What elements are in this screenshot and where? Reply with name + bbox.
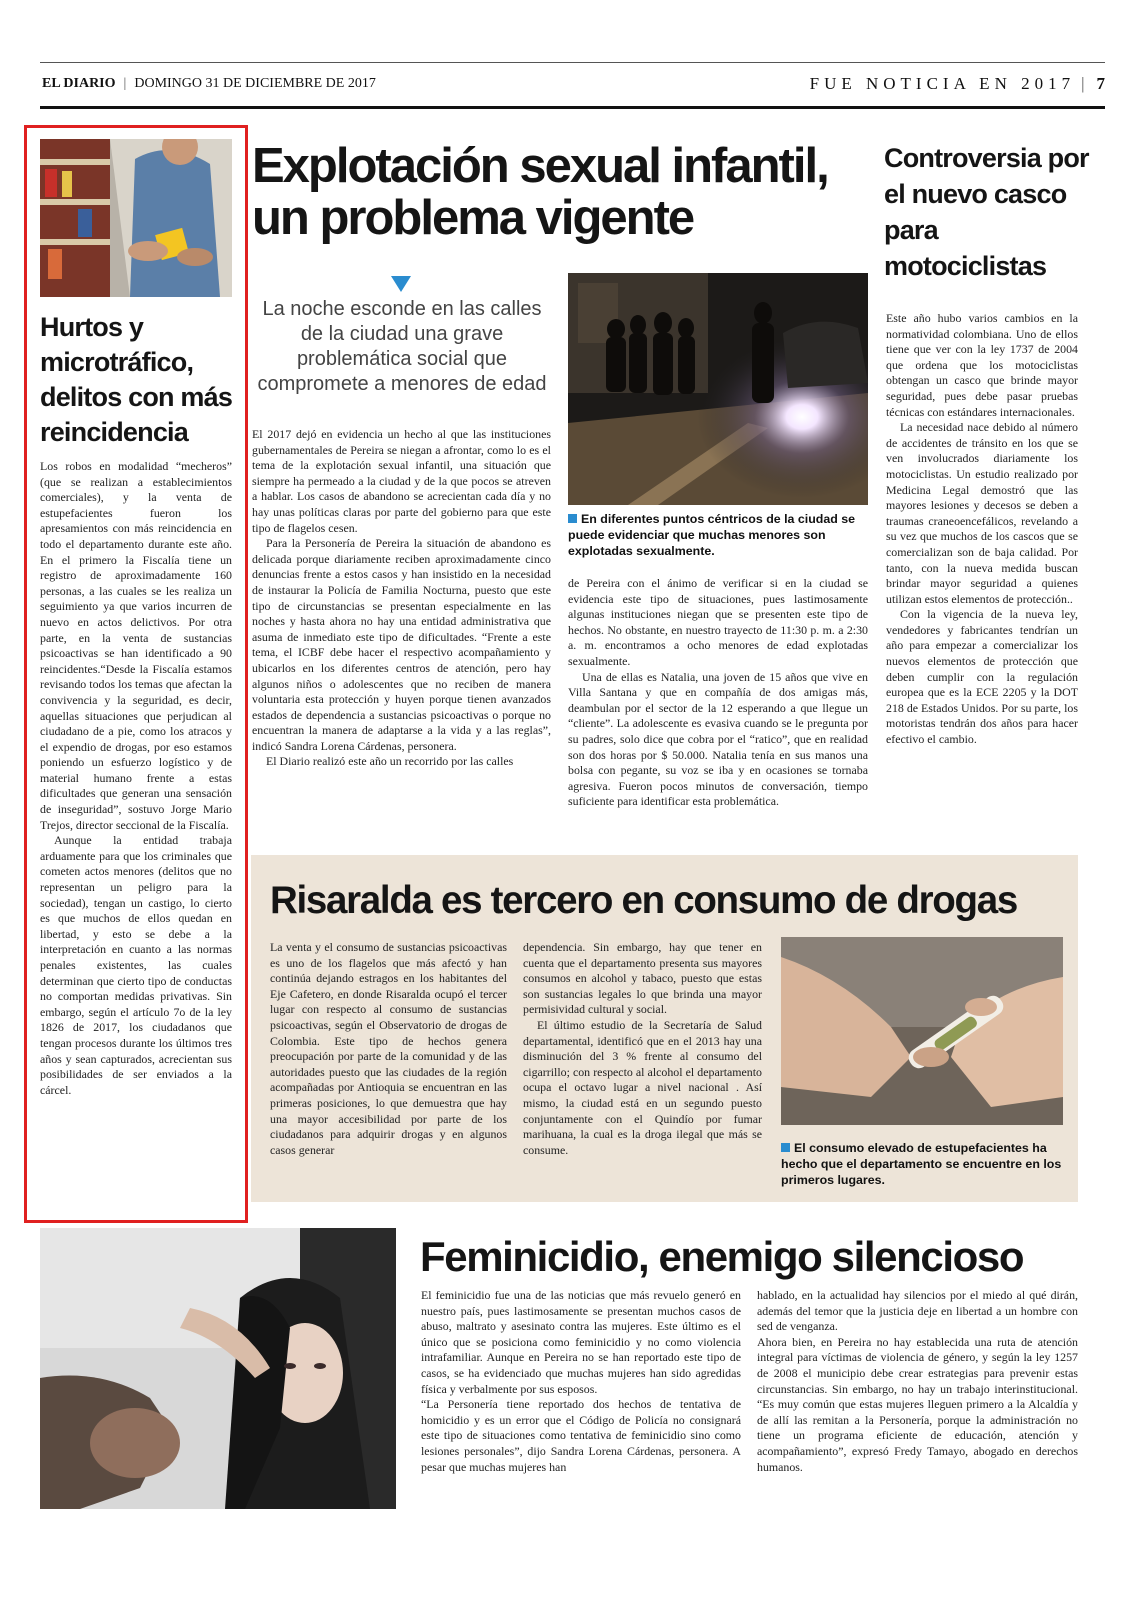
masthead-rule-bottom	[40, 106, 1105, 109]
feminicidio-paragraph-4: Ahora bien, en Pereira no hay establecida una ruta de atención integral para víctimas de violencia de género, y según la ley 1257 de 2008 el municipio debe crear estrategias para prevenir estas circunstancias. Sin embargo, no hay un trabajo interinstitucional. “Es muy común que estas mujeres lleguen primero a la Alcaldía y de allí las remitan a la Personería, porque la administración no tiene un programa eficiente de educación, atención y acompañamiento”, expresó Fredy Tamayo, abogado en derechos humanos.	[757, 1334, 1078, 1474]
issue-date: DOMINGO 31 DE DICIEMBRE DE 2017	[134, 76, 376, 91]
casco-body	[886, 311, 1078, 748]
violence-photo	[40, 1228, 396, 1509]
feminicidio-column-2	[757, 1288, 1078, 1475]
explotacion-paragraph-2: Para la Personería de Pereira la situación de abandono es delicada porque diariamente reciben aproximadamente cinco denuncias frente a estos casos y han insistido en la necesidad de instaurar la Policía de Familia Nocturna, puesto que este tipo de circunstancias se presentan especialmente en las noches y hasta ahora no hay una entidad administrativa que asuma de inmediato este tipo de dificultades. “Frente a este tema, el ICBF debe hacer el respectivo acompañamiento y ubicarlos en los diferentes centros de atención, pero hay algunos niños o adolescentes que no reciben de manera voluntaria esta protección y huyen porque tienen avanzados estados de dependencia a sustancias psicoactivas o porque no encuentran la manera de adaptarse a la vida y a las reglas”, indicó Sandra Lorena Cárdenas, personera.	[252, 536, 551, 753]
shoplifting-photo	[40, 139, 232, 297]
casco-paragraph-2: La necesidad nace debido al número de accidentes de tránsito en los que se ven involucrados diariamente los motociclistas. Un estudio realizado por Medicina Legal demostró que las mayores lesiones y decesos se deben a traumas craneoencefálicos, revelando a su vez que muchos de los cascos que se comercializan son de baja calidad. Por tanto, con la nueva medida buscan brindar mayor seguridad a quienes utilizan estos elementos de protección..	[886, 420, 1078, 606]
risaralda-paragraph-3: El último estudio de la Secretaría de Salud departamental, identificó que en el 2013 hay una disminución del 3 % frente al consumo del cigarrillo; con respecto al alcohol el departamento ocupa el octavo lugar a nivel nacional . Así mismo, la ciudad está en un segundo puesto conjuntamente con el Quindío por fumar marihuana, la cual es la droga ilegal que más se consume.	[523, 1017, 762, 1157]
risaralda-paragraph-1: La venta y el consumo de sustancias psicoactivas es uno de los flagelos que más afectó y han continúa dejando estragos en los habitantes del Eje Cafetero, en donde Risaralda ocupó el tercer lugar con respecto al consumo de sustancias psicoactivas, según el Observatorio de drogas de Colombia. Este tipo de hechos genera preocupación por parte de la comunidad y de las autoridades puesto que las ciudades de la región acompañadas por Antioquia se encuentran en las primeras posiciones, lo que demuestra que hay una mayor accesibilidad por parte de los ciudadanos para adquirir drogas y en algunos casos generar	[270, 940, 507, 1157]
subtitle-arrow-icon	[391, 276, 411, 292]
caption-marker-icon	[781, 1143, 790, 1152]
feminicidio-paragraph-2: “La Personería tiene reportado dos hechos de tentativa de homicidio y es un error que el Código de Policía no consignará este tipo de situaciones como tentativa de feminicidio sino como lesiones personales”, dijo Sandra Lorena Cárdenas, personera. A pesar que muchas mujeres han	[421, 1397, 741, 1474]
explotacion-paragraph-1: El 2017 dejó en evidencia un hecho al que las instituciones gubernamentales de Pereira se niegan a afrontar, como lo es el tema de la explotación sexual infantil, una situación que siempre ha permeado a la ciudad y de la que pocos se atreven a hablar. Los casos de abandono se acrecientan cada día y no hay unas políticas claras por parte del gobierno para que este tipo de flagelos cesen.	[252, 427, 551, 535]
section-name: FUE NOTICIA EN 2017	[809, 74, 1076, 93]
explotacion-caption-text: En diferentes puntos céntricos de la ciudad se puede evidenciar que muchas menores son explotadas sexualmente.	[568, 512, 856, 558]
risaralda-paragraph-2: dependencia. Sin embargo, hay que tener en cuenta que el departamento presenta sus mayores consumos en alcohol y tabaco, puesto que estas son sustancias legales lo que brinda una mayor permisividad cultural y social.	[523, 940, 762, 1017]
explotacion-column-1	[252, 427, 551, 770]
explotacion-subtitle: La noche esconde en las calles de la ciudad una grave problemática social que compromete a menores de edad	[257, 298, 547, 395]
casco-paragraph-3: Con la vigencia de la nueva ley, vendedores y fabricantes tendrían un año para empezar a comercializar los nuevos elementos de protección que deben cumplir con la regulación europea que es la ECE 2205 y la DOT 218 de Estados Unidos. Por su parte, los motoristas tendrán dos años para hacer efectivo el cambio.	[886, 607, 1078, 747]
masthead-left: EL DIARIO | DOMINGO 31 DE DICIEMBRE DE 2017	[42, 76, 376, 91]
feminicidio-headline: Feminicidio, enemigo silencioso	[420, 1233, 1024, 1280]
risaralda-caption	[781, 1140, 1063, 1188]
hurtos-paragraph-1: Los robos en modalidad “mecheros” (que se realizan a establecimientos comerciales), y la venta de estupefacientes fueron los apresamientos con más reincidencia en todo el departamento durante este año. En el primero la Fiscalía tiene un registro de aproximadamente 160 personas, a las cuales se les realiza un seguimiento ya que varios incurren de nuevo en actos delictivos. Por otra parte, en la venta de sustancias psicoactivas se han identificado a 90 reincidentes.“Desde la Fiscalía estamos revisando todos los temas que afectan la convivencia y la seguridad, es decir, aquellas situaciones que perjudican al ciudadano de a pie, como los atracos y el expendio de drogas, por eso estamos poniendo un esfuerzo logístico y de material humano frente a estas dificultades que generan una sensación de inseguridad”, sostuvo Jorge Mario Trejos, director seccional de la Fiscalía.	[40, 459, 232, 832]
joint-rolling-photo	[781, 937, 1063, 1125]
explotacion-paragraph-5: Una de ellas es Natalia, una joven de 15 años que vive en Villa Santana y que en compañía de dos amigas más, deambulan por el sector de la 12 esperando a que llegue un “cliente”. La adolescente es evasiva cuando se le pregunta por su padres, solo dice que cobra por el “ratico”, que en realidad son dos horas por $ 50.000. Natalia tenía en sus manos una bolsa con pegante, su voz se iba y en ocasiones se tornaba agresiva. Fueron pocos minutos de conversación, tiempo suficiente para identificar esta problemática.	[568, 669, 868, 809]
risaralda-caption-text: El consumo elevado de estupefacientes ha hecho que el departamento se encuentre en los primeros lugares.	[781, 1141, 1062, 1187]
masthead-right: FUE NOTICIA EN 2017 | 7	[809, 74, 1105, 93]
hurtos-paragraph-2: Aunque la entidad trabaja arduamente para que los criminales que cometen actos menores (delitos que no representan un peligro para la sociedad), tengan un castigo, lo cierto es que muchos de ellos quedan en libertad, y esto se debe a la interpretación en cuanto a las normas penales existentes, las cuales determinan que cierto tipo de conductas no comportan medidas privativas. Sin embargo, según el artículo 7o de la ley 1826 de 2017, los ciudadanos que tengan procesos durante los últimos tres años y sean capturados, acrecientan sus posibilidades de ser enviados a la cárcel.	[40, 833, 232, 1097]
page-number: 7	[1096, 74, 1105, 93]
feminicidio-column-1	[421, 1288, 741, 1475]
masthead-rule-top	[40, 62, 1105, 63]
caption-marker-icon	[568, 514, 577, 523]
feminicidio-paragraph-3: hablado, en la actualidad hay silencios por el miedo al qué dirán, además del temor que la justicia deje en libertad a un hombre con sed de venganza.	[757, 1288, 1078, 1334]
risaralda-column-2	[523, 940, 762, 1158]
casco-headline: Controversia por el nuevo casco para motociclistas	[884, 143, 1089, 281]
hurtos-headline: Hurtos y microtráfico, delitos con más reincidencia	[40, 312, 233, 447]
explotacion-paragraph-4: de Pereira con el ánimo de verificar si en la ciudad se evidencia este tipo de situaciones, pues lastimosamente algunas instituciones niegan que se presenten este tipo de hechos. No obstante, en nuestro trayecto de 11:30 p. m. a 2:30 a. m. encontramos a ocho menores de edad explotadas sexualmente.	[568, 576, 868, 668]
explotacion-paragraph-3: El Diario realizó este año un recorrido por las calles	[266, 754, 514, 769]
paper-name: EL DIARIO	[42, 76, 116, 91]
explotacion-headline: Explotación sexual infantil, un problema vigente	[252, 139, 828, 245]
risaralda-headline: Risaralda es tercero en consumo de drogas	[270, 879, 1017, 922]
hurtos-body	[40, 459, 232, 1098]
risaralda-column-1	[270, 940, 507, 1158]
explotacion-column-2	[568, 576, 868, 810]
feminicidio-paragraph-1: El feminicidio fue una de las noticias que más revuelo generó en nuestro país, pues lastimosamente se presentan muchos casos de abuso, maltrato y asesinato contra las mujeres. Este último es el único que se posiciona como feminicidio y no como violencia intrafamiliar. Aunque en Pereira no se han reportado este tipo de casos, se ha evidenciado que muchas mujeres han sido agredidas física y verbalmente por sus esposos.	[421, 1288, 741, 1396]
casco-paragraph-1: Este año hubo varios cambios en la normatividad colombiana. Uno de ellos tiene que ver con la ley 1737 de 2004 que ordena que los motociclistas obtengan un casco que brinde mayor seguridad, pues debe pasar pruebas técnicas con estándares internacionales.	[886, 311, 1078, 419]
explotacion-caption	[568, 511, 868, 559]
night-street-photo	[568, 273, 868, 505]
